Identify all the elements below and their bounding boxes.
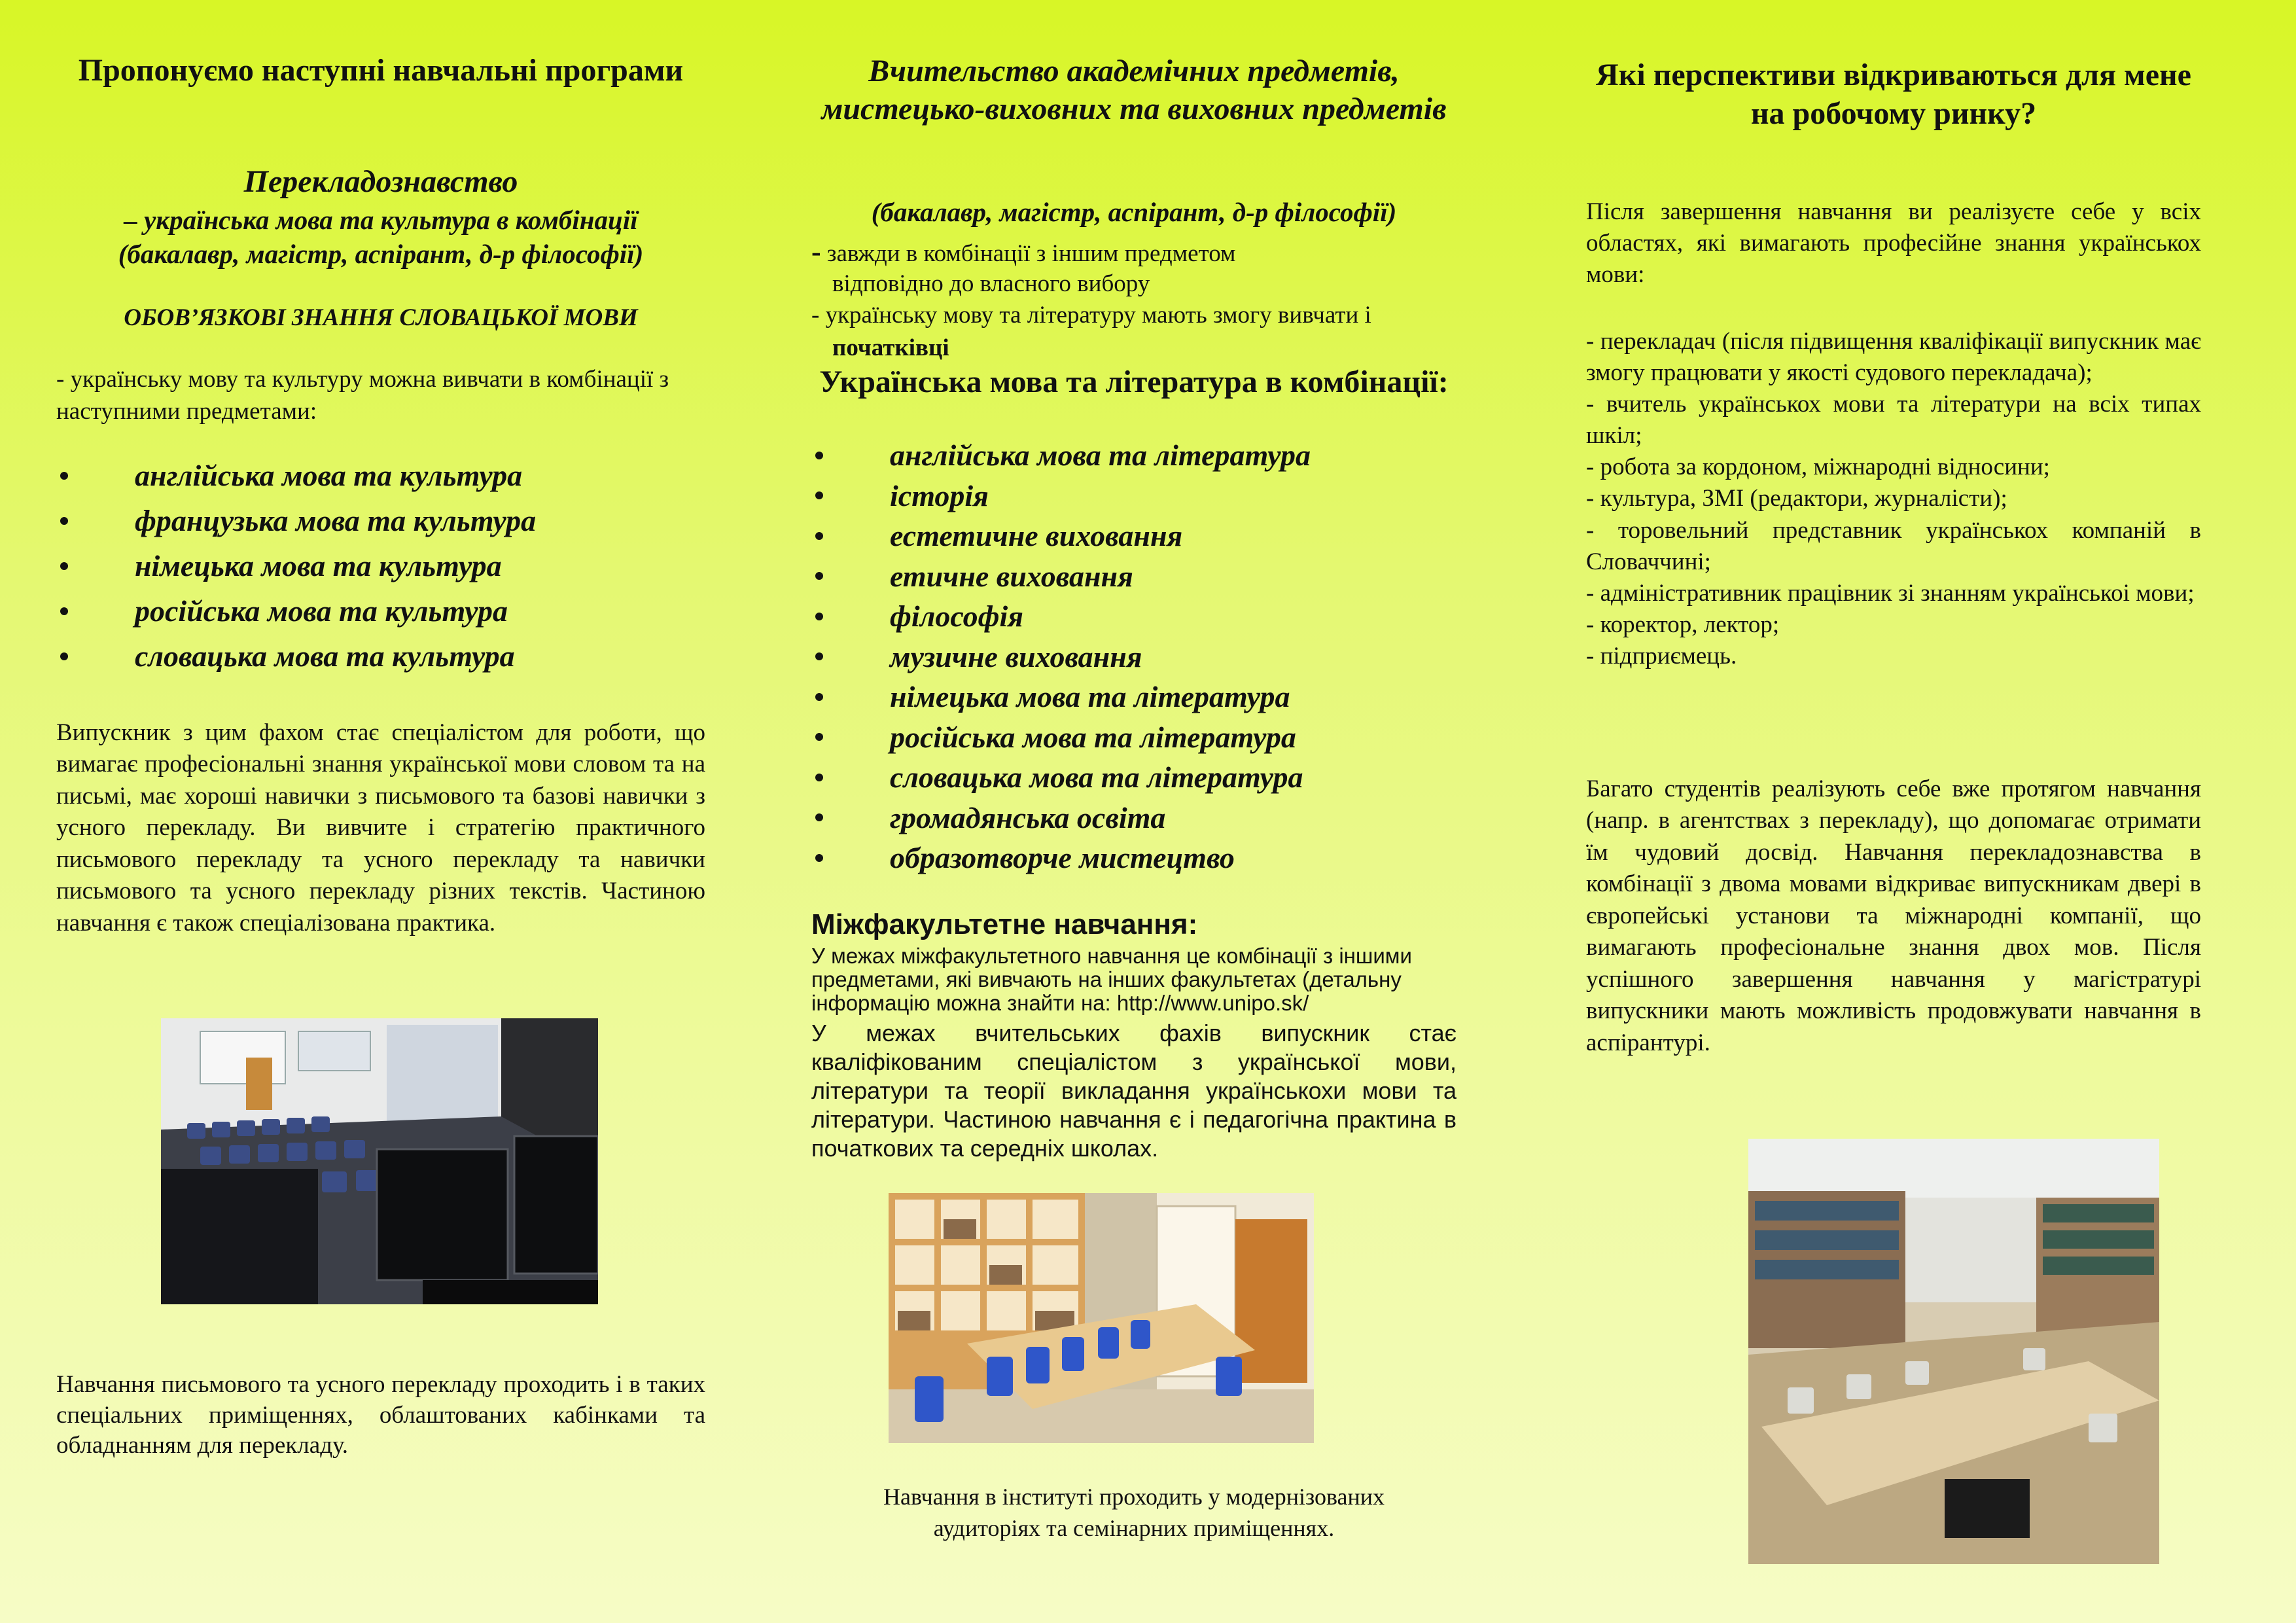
note-beginners: - українську мову та літературу мають змогу вивчати і bbox=[811, 302, 1371, 329]
list-item: - перекладач (після підвищення кваліфікації випускник має змогу працювати у якості судового перекладача); bbox=[1586, 328, 2201, 387]
library-classroom-photo bbox=[1748, 1139, 2159, 1564]
teaching-degrees: (бакалавр, магістр, аспірант, д-р філософії) bbox=[871, 197, 1397, 227]
caption-line: аудиторіях та семінарних приміщеннях. bbox=[933, 1515, 1335, 1541]
list-item: німецька мова та культура bbox=[60, 543, 701, 588]
list-item: російська мова та культура bbox=[60, 588, 701, 633]
bullet-icon bbox=[60, 562, 68, 570]
list-item: - культура, ЗМІ (редактори, журналісти); bbox=[1586, 485, 2007, 512]
teaching-combination-list bbox=[815, 435, 1457, 878]
list-item: словацька мова та культура bbox=[60, 633, 701, 679]
combination-heading: Українська мова та література в комбінації: bbox=[819, 365, 1449, 399]
list-item: естетичне виховання bbox=[815, 516, 1457, 556]
list-item: російська мова та література bbox=[815, 717, 1457, 758]
bullet-icon bbox=[60, 472, 68, 480]
booth-caption: Навчання письмового та усного перекладу проходить і в таких спеціальних приміщеннях, облаштованих кабінками та обладнанням для перекладу. bbox=[56, 1371, 705, 1459]
interpreting-lab-illustration bbox=[161, 1018, 598, 1304]
list-item: - торовельний представник українськох компаній в Словаччині; bbox=[1586, 516, 2201, 575]
list-item: громадянська освіта bbox=[815, 798, 1457, 838]
interfaculty-line: У межах міжфакультетного навчання це комбінації з іншими bbox=[811, 944, 1412, 968]
seminar-room-illustration bbox=[889, 1193, 1314, 1443]
list-item: - вчитель українськох мови та літератури на всіх типах шкіл; bbox=[1586, 391, 2201, 450]
program-degrees: (бакалавр, магістр, аспірант, д-р філософії) bbox=[118, 239, 644, 269]
bullet-icon bbox=[815, 613, 823, 620]
program-subtitle: – українська мова та культура в комбінації bbox=[124, 205, 638, 235]
seminar-room-photo bbox=[889, 1193, 1314, 1443]
caption-line: Навчання в інституті проходить у модернізованих bbox=[883, 1484, 1385, 1510]
career-list bbox=[1586, 326, 2201, 672]
bullet-icon bbox=[60, 607, 68, 615]
list-item: музичне виховання bbox=[815, 637, 1457, 677]
graduate-description: Випускник з цим фахом стає спеціалістом для роботи, що вимагає професіональні знання української мови словом та на письмі, має хороші навички з письмового та базові навички з усного перекладу. Ви вивчите і стратегію практичного письмового перекладу та усного перекладу та навички письмового та усного перекладу різних текстів. Частиною навчання є також спеціалізована практика. bbox=[56, 719, 705, 936]
note-beginners-end: початківці bbox=[832, 334, 949, 361]
programs-heading: Пропонуємо наступні навчальні програми bbox=[78, 53, 684, 88]
career-intro: Після завершення навчання ви реалізуєте себе у всіх областях, які вимагають професійне знання українськох мови: bbox=[1586, 198, 2201, 289]
list-item: - адміністративник працівник зі знанням українськоі мови; bbox=[1586, 579, 2195, 607]
list-item: англійська мова та культура bbox=[60, 453, 701, 498]
list-item: - робота за кордоном, міжнародні відносини; bbox=[1586, 454, 2050, 481]
column-teaching bbox=[811, 0, 1457, 1623]
program-combination-list bbox=[60, 453, 701, 679]
list-item: філософія bbox=[815, 596, 1457, 637]
interpreting-lab-photo bbox=[161, 1018, 598, 1304]
teacher-graduate-text: У межах вчительських фахів випускник стає кваліфікованим спеціалістом з української мови, літератури та теорії викладання українськохи мови та літератури. Частиною навчання є і педагогічна практина в початкових та середніх школах. bbox=[811, 1020, 1457, 1162]
bullet-icon bbox=[60, 517, 68, 525]
bullet-icon bbox=[815, 532, 823, 540]
list-item: - коректор, лектор; bbox=[1586, 611, 1780, 638]
list-item: французька мова та культура bbox=[60, 498, 701, 543]
bullet-icon bbox=[60, 652, 68, 660]
list-item: - підприємець. bbox=[1586, 642, 1737, 669]
bullet-icon bbox=[815, 813, 823, 821]
bullet-icon bbox=[815, 572, 823, 580]
bullet-icon bbox=[815, 491, 823, 499]
library-classroom-illustration bbox=[1748, 1139, 2159, 1564]
list-item: німецька мова та література bbox=[815, 677, 1457, 717]
note-own-choice: відповідно до власного вибору bbox=[832, 270, 1150, 297]
interfaculty-heading: Міжфакультетне навчання: bbox=[811, 908, 1198, 940]
slovak-requirement: ОБОВʼЯЗКОВІ ЗНАННЯ СЛОВАЦЬКОЇ МОВИ bbox=[124, 304, 638, 331]
list-item: англійська мова та література bbox=[815, 435, 1457, 476]
career-heading: Які перспективи відкриваються для мене на робочому ринку? bbox=[1596, 58, 2191, 131]
bullet-icon bbox=[815, 693, 823, 701]
column-programs bbox=[56, 0, 705, 1623]
teaching-heading: Вчительство академічних предметів, мистецько-виховних та виховних предметів bbox=[821, 54, 1447, 126]
bullet-icon bbox=[815, 652, 823, 660]
career-closing: Багато студентів реалізують себе вже протягом навчання (напр. в агентствах з перекладу), що допомагає отримати їм чудовий досвід. Навчання перекладознавства в комбінації з двома мовами відкриває випускникам двері в європейські установи та міжнародні компанії, що вимагають професіональне знання двох мов. Після успішного завершення навчання у магістратурі випускники мають можливість продовжувати навчання в аспірантурі. bbox=[1586, 776, 2201, 1056]
program-title: Перекладознавство bbox=[243, 164, 518, 199]
list-item: етичне виховання bbox=[815, 556, 1457, 597]
combination-intro: - українську мову та культуру можна вивчати в комбінації з наступними предметами: bbox=[56, 366, 669, 425]
bullet-icon bbox=[815, 854, 823, 862]
bullet-icon bbox=[815, 733, 823, 741]
interfaculty-url: інформацію можна знайти на: http://www.unipo.sk/ bbox=[811, 991, 1309, 1015]
list-item: історія bbox=[815, 476, 1457, 516]
interfaculty-line: предметами, які вивчають на інших факультетах (детальну bbox=[811, 967, 1402, 991]
column-career bbox=[1586, 0, 2201, 1623]
bullet-icon bbox=[815, 774, 823, 781]
list-item: образотворче мистецтво bbox=[815, 838, 1457, 878]
list-item: словацька мова та література bbox=[815, 757, 1457, 798]
bullet-icon bbox=[815, 452, 823, 459]
note-combination: - завжди в комбінації з іншим предметом bbox=[811, 236, 1236, 268]
